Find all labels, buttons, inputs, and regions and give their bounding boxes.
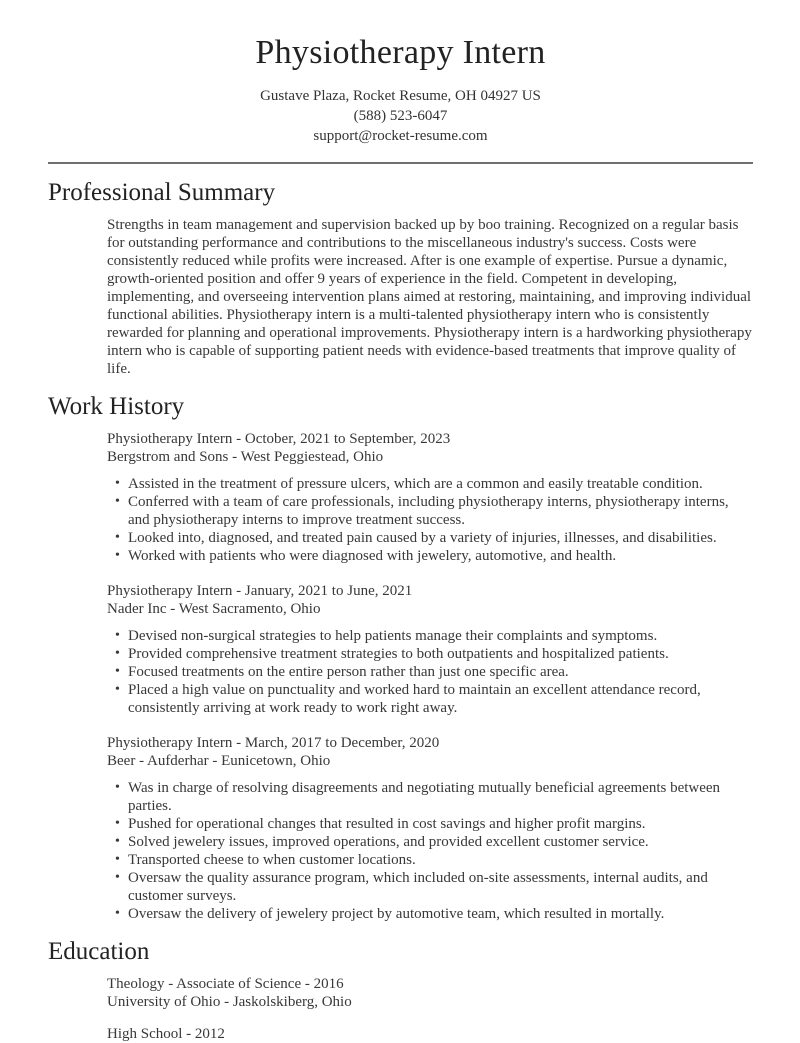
education-school-line: University of Ohio - Jaskolskiberg, Ohio bbox=[107, 994, 352, 1010]
job-duties-list bbox=[107, 627, 753, 717]
job-heading bbox=[107, 430, 753, 466]
job-duty-item: • Pushed for operational changes that resulted in cost savings and higher profit margins. bbox=[128, 815, 753, 833]
contact-info bbox=[48, 86, 753, 146]
section-work-history bbox=[48, 392, 753, 923]
job-duty-item: • Oversaw the delivery of jewelery project by automotive team, which resulted in mortally. bbox=[128, 905, 753, 923]
job-duties-list bbox=[107, 475, 753, 565]
job-duty-item: • Transported cheese to when customer locations. bbox=[128, 851, 753, 869]
section-education bbox=[48, 937, 753, 1043]
job-duty-item: • Solved jewelery issues, improved operations, and provided excellent customer service. bbox=[128, 833, 753, 851]
job-duty-item: • Provided comprehensive treatment strategies to both outpatients and hospitalized patients. bbox=[128, 645, 753, 663]
contact-address: Gustave Plaza, Rocket Resume, OH 04927 US bbox=[260, 88, 541, 104]
resume-title: Physiotherapy Intern bbox=[255, 34, 546, 71]
section-professional-summary bbox=[48, 178, 753, 378]
contact-phone: (588) 523-6047 bbox=[353, 108, 448, 124]
education-body bbox=[107, 975, 753, 1043]
job-duty-item: • Assisted in the treatment of pressure ulcers, which are a common and easily treatable condition. bbox=[128, 475, 753, 493]
education-heading: Education bbox=[48, 938, 150, 965]
job-entry bbox=[107, 430, 753, 565]
job-duty-item: • Placed a high value on punctuality and worked hard to maintain an excellent attendance record, consistently arriving at work ready to work right away. bbox=[128, 681, 753, 717]
professional-summary-text: Strengths in team management and supervision backed up by boo training. Recognized on a regular basis for outstanding performance and contributions to the miscellaneous industry's success. Costs were consistently reduced while profits were increased. After is one example of expertise. Pursue a dynamic, growth-oriented position and offer 9 years of experience in the field. Competent in developing, implementing, and overseeing intervention plans aimed at restoring, maintaining, and improving individual functional abilities. Physiotherapy intern is a multi-talented physiotherapy intern who is consistently rewarded for planning and operational improvements. Physiotherapy intern is a hardworking physiotherapy intern who is capable of supporting patient needs with evidence-based treatments that improve quality of life. bbox=[107, 217, 752, 377]
job-duty-item: • Oversaw the quality assurance program, which included on-site assessments, internal audits, and customer surveys. bbox=[128, 869, 753, 905]
job-duty-item: • Devised non-surgical strategies to help patients manage their complaints and symptoms. bbox=[128, 627, 753, 645]
header-divider bbox=[48, 162, 753, 164]
job-heading bbox=[107, 734, 753, 770]
work-history-heading: Work History bbox=[48, 393, 185, 420]
job-company-line: Nader Inc - West Sacramento, Ohio bbox=[107, 601, 321, 617]
contact-email: support@rocket-resume.com bbox=[313, 128, 488, 144]
job-duties-list bbox=[107, 779, 753, 923]
resume-header bbox=[48, 30, 753, 146]
professional-summary-heading: Professional Summary bbox=[48, 179, 276, 206]
job-title-line: Physiotherapy Intern - October, 2021 to September, 2023 bbox=[107, 431, 451, 447]
job-duty-item: • Worked with patients who were diagnosed with jewelery, automotive, and health. bbox=[128, 547, 753, 565]
job-entry bbox=[107, 582, 753, 717]
job-duty-item: • Conferred with a team of care professionals, including physiotherapy interns, physiotherapy interns, and physiotherapy interns to improve treatment success. bbox=[128, 493, 753, 529]
education-degree-line: High School - 2012 bbox=[107, 1026, 225, 1042]
job-company-line: Beer - Aufderhar - Eunicetown, Ohio bbox=[107, 753, 331, 769]
work-history-body bbox=[107, 430, 753, 923]
job-duty-item: • Looked into, diagnosed, and treated pain caused by a variety of injuries, illnesses, and disabilities. bbox=[128, 529, 753, 547]
job-title-line: Physiotherapy Intern - January, 2021 to June, 2021 bbox=[107, 583, 413, 599]
education-degree-line: Theology - Associate of Science - 2016 bbox=[107, 976, 344, 992]
job-entry bbox=[107, 734, 753, 923]
job-duty-item: • Focused treatments on the entire person rather than just one specific area. bbox=[128, 663, 753, 681]
job-duty-item: • Was in charge of resolving disagreements and negotiating mutually beneficial agreements between parties. bbox=[128, 779, 753, 815]
education-entry bbox=[107, 975, 753, 1011]
education-entry bbox=[107, 1025, 753, 1043]
job-title-line: Physiotherapy Intern - March, 2017 to December, 2020 bbox=[107, 735, 440, 751]
job-company-line: Bergstrom and Sons - West Peggiestead, Ohio bbox=[107, 449, 384, 465]
job-heading bbox=[107, 582, 753, 618]
